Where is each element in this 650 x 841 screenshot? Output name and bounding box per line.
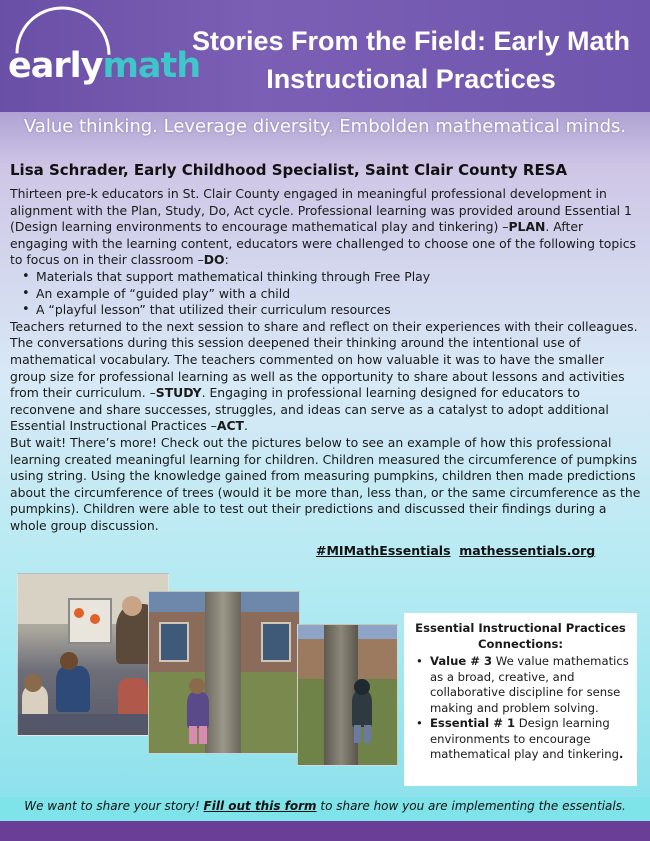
list-item: • An example of “guided play” with a child — [22, 286, 642, 303]
study-text-2: . Engaging in professional learning designed for educators to reconvene and share successes, struggles, and ideas can serve as a catalyst to adopt additional Essential Instructional Practices – — [10, 385, 609, 434]
intro-paragraph — [10, 186, 642, 269]
topic-list — [10, 269, 642, 319]
intro-colon: : — [224, 252, 229, 268]
logo-early: early — [8, 46, 103, 86]
study-label: STUDY — [155, 385, 202, 401]
story-body — [10, 186, 642, 534]
website-link[interactable]: mathessentials.org — [459, 543, 596, 558]
list-item — [416, 654, 629, 716]
early-math-logo — [6, 6, 201, 106]
classroom-photo — [17, 573, 169, 736]
footer-cta — [0, 799, 650, 813]
connections-list — [412, 654, 629, 763]
list-item: • A “playful lesson” that utilized their curriculum resources — [22, 302, 642, 319]
plan-label: PLAN — [508, 219, 546, 235]
do-label: DO — [203, 252, 225, 268]
hashtag-link[interactable]: #MIMathEssentials — [316, 543, 451, 558]
logo-math: math — [102, 46, 201, 86]
author-line: Lisa Schrader, Early Childhood Specialist, Saint Clair County RESA — [10, 161, 568, 179]
logo-wordmark — [8, 46, 200, 86]
essential-text: Design learning environments to encourage mathematical play and tinkering — [430, 716, 619, 761]
connections-box — [404, 613, 637, 786]
act-label: ACT — [216, 418, 244, 434]
tree-hug-photo — [148, 591, 300, 754]
essential-period: . — [618, 747, 624, 761]
study-paragraph — [10, 319, 642, 435]
connections-title: Essential Instructional Practices Connections: — [415, 621, 626, 651]
link-row — [316, 543, 595, 558]
essential-label: Essential # 1 — [430, 716, 516, 730]
value-text: We value mathematics as a broad, creative, and collaborative discipline for sense making and problem solving. — [430, 654, 629, 715]
study-text: Teachers returned to the next session to share and reflect on their experiences with their colleagues. The conversations during this session deepened their thinking around the intentional use of mathematical vocabulary. The teachers commented on how valuable it was to have the smaller group size for professional learning as well as the opportunity to share about lessons and activities from their curriculum. – — [10, 318, 638, 401]
form-link[interactable]: Fill out this form — [203, 799, 317, 813]
intro-text: Thirteen pre-k educators in St. Clair County engaged in meaningful professional development in alignment with the Plan, Study, Do, Act cycle. Professional learning was provided around Essential 1 (Design learning environments to encourage mathematical play and tinkering) – — [10, 186, 632, 235]
bottom-bar — [0, 821, 650, 841]
footer-text: We want to share your story! — [24, 799, 204, 813]
list-item — [416, 716, 629, 763]
tree-hug-photo-2 — [297, 624, 398, 766]
value-label: Value # 3 — [430, 654, 493, 668]
tagline: Value thinking. Leverage diversity. Embolden mathematical minds. — [23, 116, 627, 137]
header-banner — [0, 0, 650, 112]
list-item: • Materials that support mathematical thinking through Free Play — [22, 269, 642, 286]
wait-paragraph: But wait! There’s more! Check out the pictures below to see an example of how this professional learning created meaningful learning for children. Children measured the circumference of pumpkins using string. Using the knowledge gained from measuring pumpkins, children then made predictions about the circumference of trees (would it be more than, less than, or the same circumference as the pumpkins). Children were able to test out their predictions and discussed their findings during a whole group discussion. — [10, 434, 641, 533]
study-period: . — [244, 418, 248, 434]
page-title: Stories From the Field: Early Math Instructional Practices — [191, 26, 631, 94]
footer-text-2: to share how you are implementing the essentials. — [316, 799, 626, 813]
intro-text-2: . After engaging with the learning content, educators were challenged to choose one of the following topics to focus on in their classroom – — [10, 219, 636, 268]
